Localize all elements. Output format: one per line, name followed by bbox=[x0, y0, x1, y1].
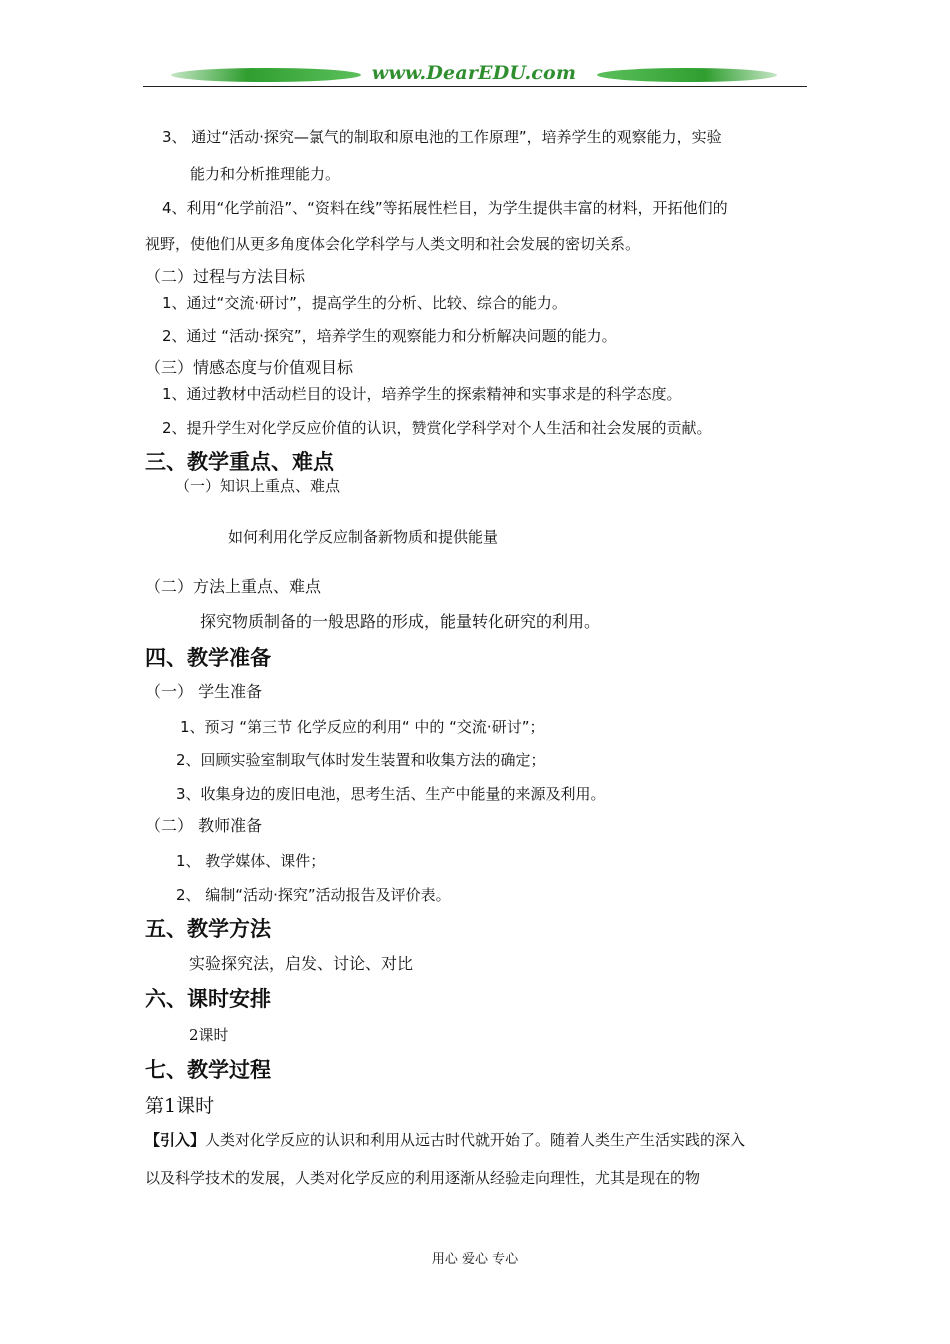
section-3-text-1: 如何利用化学反应制备新物质和提供能量 bbox=[228, 528, 499, 546]
section-6-text: 2课时 bbox=[189, 1026, 229, 1044]
page-footer: 用心 爱心 专心 bbox=[431, 1252, 519, 1267]
intro-paragraph-line-2: 以及科学技术的发展，人类对化学反应的利用逐渐从经验走向理性，尤其是现在的物 bbox=[145, 1169, 701, 1187]
section-3-heading: 三、教学重点、难点 bbox=[145, 450, 334, 474]
process-item-1: 1、通过“交流·研讨”，提高学生的分析、比较、综合的能力。 bbox=[162, 294, 567, 312]
section-5-heading: 五、教学方法 bbox=[145, 917, 271, 941]
header-rule bbox=[143, 86, 807, 87]
student-prep-item-2: 2、回顾实验室制取气体时发生装置和收集方法的确定； bbox=[176, 751, 546, 769]
teacher-prep-item-2: 2、 编制“活动·探究”活动报告及评价表。 bbox=[176, 886, 451, 904]
attitude-item-1: 1、通过教材中活动栏目的设计，培养学生的探索精神和实事求是的科学态度。 bbox=[162, 385, 682, 403]
left-swoosh-decoration bbox=[170, 68, 362, 82]
objective-line-4: 4、利用“化学前沿”、“资料在线”等拓展性栏目，为学生提供丰富的材料，开拓他们的 bbox=[162, 199, 728, 217]
page-header bbox=[143, 62, 807, 90]
objective-line-3-cont: 能力和分析推理能力。 bbox=[190, 165, 341, 183]
section-3-sub-1: （一）知识上重点、难点 bbox=[175, 477, 341, 495]
section-6-heading: 六、课时安排 bbox=[145, 987, 271, 1011]
section-7-heading: 七、教学过程 bbox=[145, 1058, 271, 1082]
objective-line-3: 3、 通过“活动·探究—氯气的制取和原电池的工作原理”，培养学生的观察能力，实验 bbox=[162, 128, 722, 146]
section-3-text-2: 探究物质制备的一般思路的形成，能量转化研究的利用。 bbox=[200, 612, 601, 631]
process-method-subheading: （二）过程与方法目标 bbox=[145, 267, 306, 286]
intro-text-1: 人类对化学反应的认识和利用从远古时代就开始了。随着人类生产生活实践的深入 bbox=[205, 1131, 746, 1149]
objective-line-4-cont: 视野，使他们从更多角度体会化学科学与人类文明和社会发展的密切关系。 bbox=[145, 235, 641, 253]
teacher-prep-item-1: 1、 教学媒体、课件； bbox=[176, 852, 326, 870]
student-prep-item-3: 3、收集身边的废旧电池，思考生活、生产中能量的来源及利用。 bbox=[176, 785, 606, 803]
section-4-heading: 四、教学准备 bbox=[145, 646, 271, 670]
attitude-subheading: （三）情感态度与价值观目标 bbox=[145, 358, 354, 377]
process-item-2: 2、通过 “活动·探究”，培养学生的观察能力和分析解决问题的能力。 bbox=[162, 327, 617, 345]
intro-paragraph-line-1 bbox=[145, 1130, 745, 1150]
right-swoosh-decoration bbox=[596, 68, 778, 82]
section-5-text: 实验探究法，启发、讨论、对比 bbox=[189, 954, 414, 973]
attitude-item-2: 2、提升学生对化学反应价值的认识，赞赏化学科学对个人生活和社会发展的贡献。 bbox=[162, 419, 712, 437]
lesson-1-title: 第1课时 bbox=[145, 1095, 215, 1117]
intro-label: 【引入】 bbox=[145, 1131, 206, 1149]
site-logo: www.DearEDU.com bbox=[371, 62, 577, 84]
section-4-sub-1: （一） 学生准备 bbox=[145, 682, 263, 701]
student-prep-item-1: 1、预习 “第三节 化学反应的利用“ 中的 “交流·研讨”； bbox=[180, 718, 545, 736]
section-4-sub-2: （二） 教师准备 bbox=[145, 816, 263, 835]
section-3-sub-2: （二）方法上重点、难点 bbox=[145, 577, 322, 596]
